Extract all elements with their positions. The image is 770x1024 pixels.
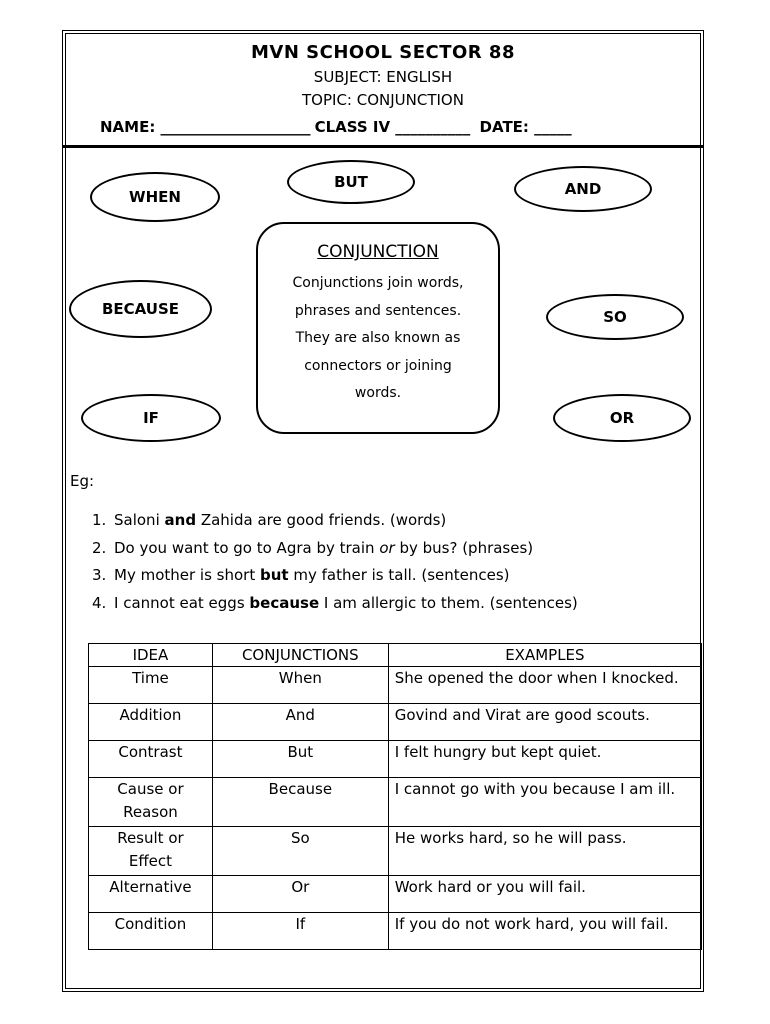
- example-cell: Work hard or you will fail.: [388, 876, 701, 913]
- table-row: [89, 741, 702, 778]
- table-row: [89, 913, 702, 950]
- example-cell: Govind and Virat are good scouts.: [388, 704, 701, 741]
- conjunction-cell: When: [212, 667, 388, 704]
- example-cell: I felt hungry but kept quiet.: [388, 741, 701, 778]
- list-item: 2. Do you want to go to Agra by train or by bus? (phrases): [92, 538, 534, 557]
- header-examples: EXAMPLES: [388, 644, 701, 667]
- definition-box: [256, 222, 500, 434]
- subject-line: SUBJECT: ENGLISH: [313, 68, 453, 86]
- conjunction-cell: Because: [212, 778, 388, 827]
- idea-cell: Time: [89, 667, 213, 704]
- example-list: [92, 507, 578, 617]
- idea-cell: Condition: [89, 913, 213, 950]
- idea-cell: Result or Effect: [89, 827, 213, 876]
- class-field: CLASS IV __________: [314, 118, 471, 136]
- example-cell: She opened the door when I knocked.: [388, 667, 701, 704]
- examples-label: Eg:: [70, 472, 95, 490]
- conjunction-cell: If: [212, 913, 388, 950]
- conjunction-cell: But: [212, 741, 388, 778]
- conjunction-cell: Or: [212, 876, 388, 913]
- definition-line: phrases and sentences.: [294, 302, 462, 319]
- oval-or: OR: [553, 394, 691, 442]
- student-info-row: [100, 118, 576, 136]
- oval-and: AND: [514, 166, 652, 212]
- table-header-row: [89, 644, 702, 667]
- oval-so: SO: [546, 294, 684, 340]
- definition-title: CONJUNCTION: [317, 242, 439, 262]
- name-field: NAME: ____________________: [100, 118, 311, 136]
- table-row: [89, 704, 702, 741]
- list-item: 3. My mother is short but my father is tall. (sentences): [92, 566, 510, 584]
- school-name: MVN SCHOOL SECTOR 88: [251, 42, 515, 63]
- oval-if: IF: [81, 394, 221, 442]
- idea-cell: Cause or Reason: [89, 778, 213, 827]
- idea-cell: Addition: [89, 704, 213, 741]
- idea-cell: Contrast: [89, 741, 213, 778]
- date-field: DATE: _____: [479, 118, 572, 136]
- table-row: [89, 778, 702, 827]
- definition-line: They are also known as: [295, 330, 461, 346]
- oval-but: BUT: [287, 160, 415, 204]
- example-cell: If you do not work hard, you will fail.: [388, 913, 701, 950]
- conjunction-table: [88, 643, 702, 950]
- definition-line: connectors or joining: [304, 357, 452, 374]
- oval-because: BECAUSE: [69, 280, 212, 338]
- worksheet-header: [62, 30, 704, 148]
- conjunction-cell: So: [212, 827, 388, 876]
- header-idea: IDEA: [89, 644, 213, 667]
- example-cell: I cannot go with you because I am ill.: [388, 778, 701, 827]
- list-item: 4. I cannot eat eggs because I am allergic to them. (sentences): [92, 593, 578, 612]
- table-row: [89, 876, 702, 913]
- header-conjunctions: CONJUNCTIONS: [212, 644, 388, 667]
- oval-when: WHEN: [90, 172, 220, 222]
- topic-line: TOPIC: CONJUNCTION: [302, 91, 464, 109]
- idea-cell: Alternative: [89, 876, 213, 913]
- list-item: 1. Saloni and Zahida are good friends. (words): [92, 511, 447, 529]
- conjunction-cell: And: [212, 704, 388, 741]
- definition-line: words.: [354, 385, 402, 401]
- table-row: [89, 827, 702, 876]
- definition-text: [258, 270, 498, 408]
- definition-line: Conjunctions join words,: [292, 275, 464, 291]
- example-cell: He works hard, so he will pass.: [388, 827, 701, 876]
- table-row: [89, 667, 702, 704]
